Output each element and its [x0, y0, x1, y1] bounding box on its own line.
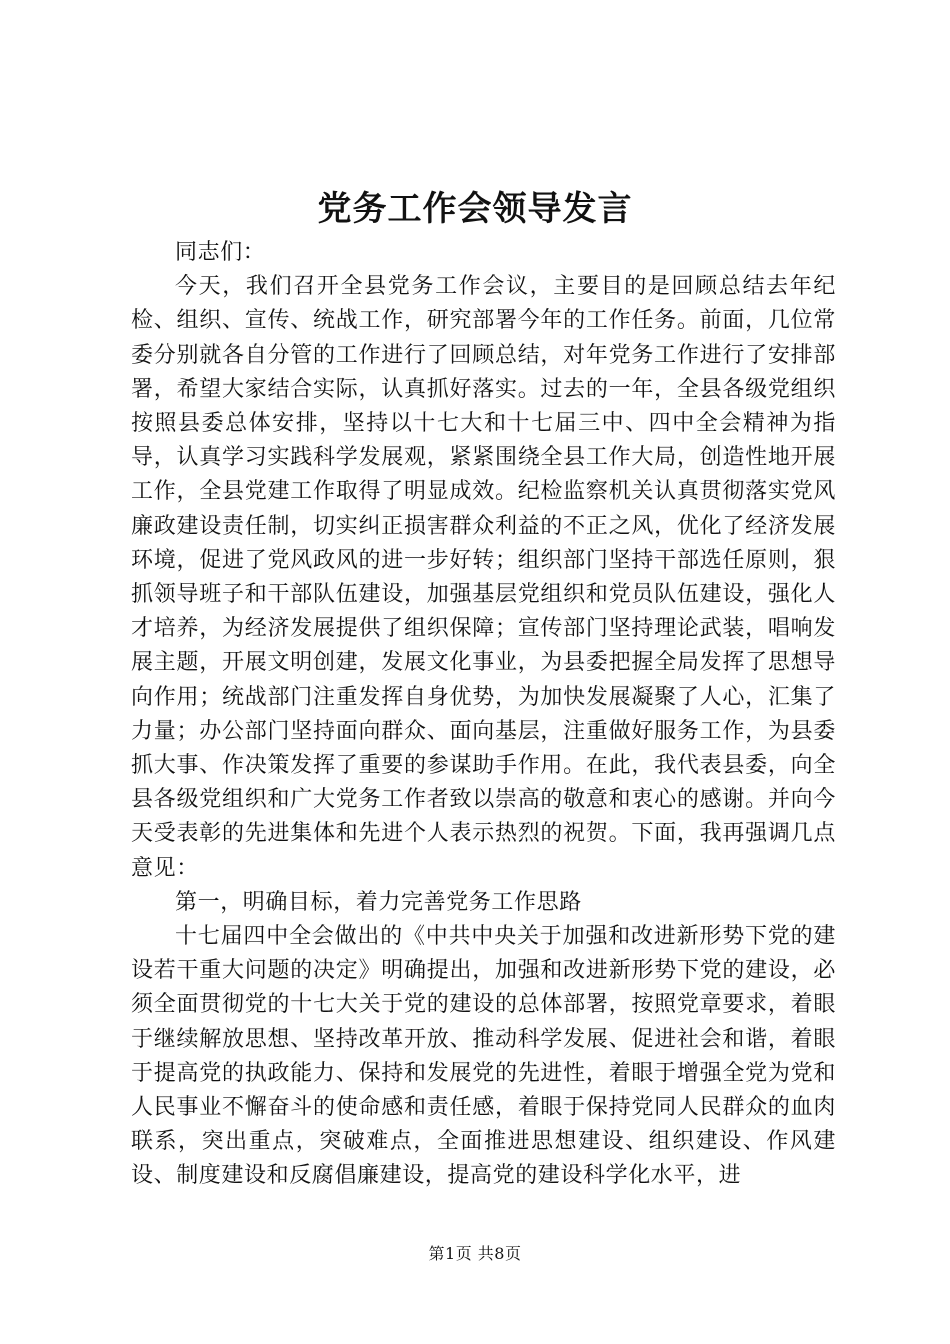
document-body	[131, 236, 836, 1194]
section-heading: 第一，明确目标，着力完善党务工作思路	[175, 889, 582, 915]
document-title: 党务工作会领导发言	[317, 189, 633, 229]
salutation-paragraph: 同志们：	[175, 240, 266, 265]
body-paragraph: 今天，我们召开全县党务工作会议，主要目的是回顾总结去年纪检、组织、宣传、统战工作，研究部署今年的工作任务。前面，几位常委分别就各自分管的工作进行了回顾总结，对年党务工作进行了安排部署，希望大家结合实际，认真抓好落实。过去的一年，全县各级党组织按照县委总体安排，坚持以十七大和十七届三中、四中全会精神为指导，认真学习实践科学发展观，紧紧围绕全县工作大局，创造性地开展工作，全县党建工作取得了明显成效。纪检监察机关认真贯彻落实党风廉政建设责任制，切实纠正损害群众利益的不正之风，优化了经济发展环境，促进了党风政风的进一步好转；组织部门坚持干部选任原则，狠抓领导班子和干部队伍建设，加强基层党组织和党员队伍建设，强化人才培养，为经济发展提供了组织保障；宣传部门坚持理论武装，唱响发展主题，开展文明创建，发展文化事业，为县委把握全局发挥了思想导向作用；统战部门注重发挥自身优势，为加快发展凝聚了人心，汇集了力量；办公部门坚持面向群众、面向基层，注重做好服务工作，为县委抓大事、作决策发挥了重要的参谋助手作用。在此，我代表县委，向全县各级党组织和广大党务工作者致以崇高的敬意和衷心的感谢。并向今天受表彰的先进集体和先进个人表示热烈的祝贺。下面，我再强调几点意见：	[131, 274, 836, 881]
body-paragraph: 十七届四中全会做出的《中共中央关于加强和改进新形势下党的建设若干重大问题的决定》明确提出，加强和改进新形势下党的建设，必须全面贯彻党的十七大关于党的建设的总体部署，按照党章要求，着眼于继续解放思想、坚持改革开放、推动科学发展、促进社会和谐，着眼于提高党的执政能力、保持和发展党的先进性，着眼于增强全党为党和人民事业不懈奋斗的使命感和责任感，着眼于保持党同人民群众的血肉联系，突出重点，突破难点，全面推进思想建设、组织建设、作风建设、制度建设和反腐倡廉建设，提高党的建设科学化水平，进	[131, 924, 836, 1189]
page-number-footer: 第1页 共8页	[428, 1244, 522, 1263]
